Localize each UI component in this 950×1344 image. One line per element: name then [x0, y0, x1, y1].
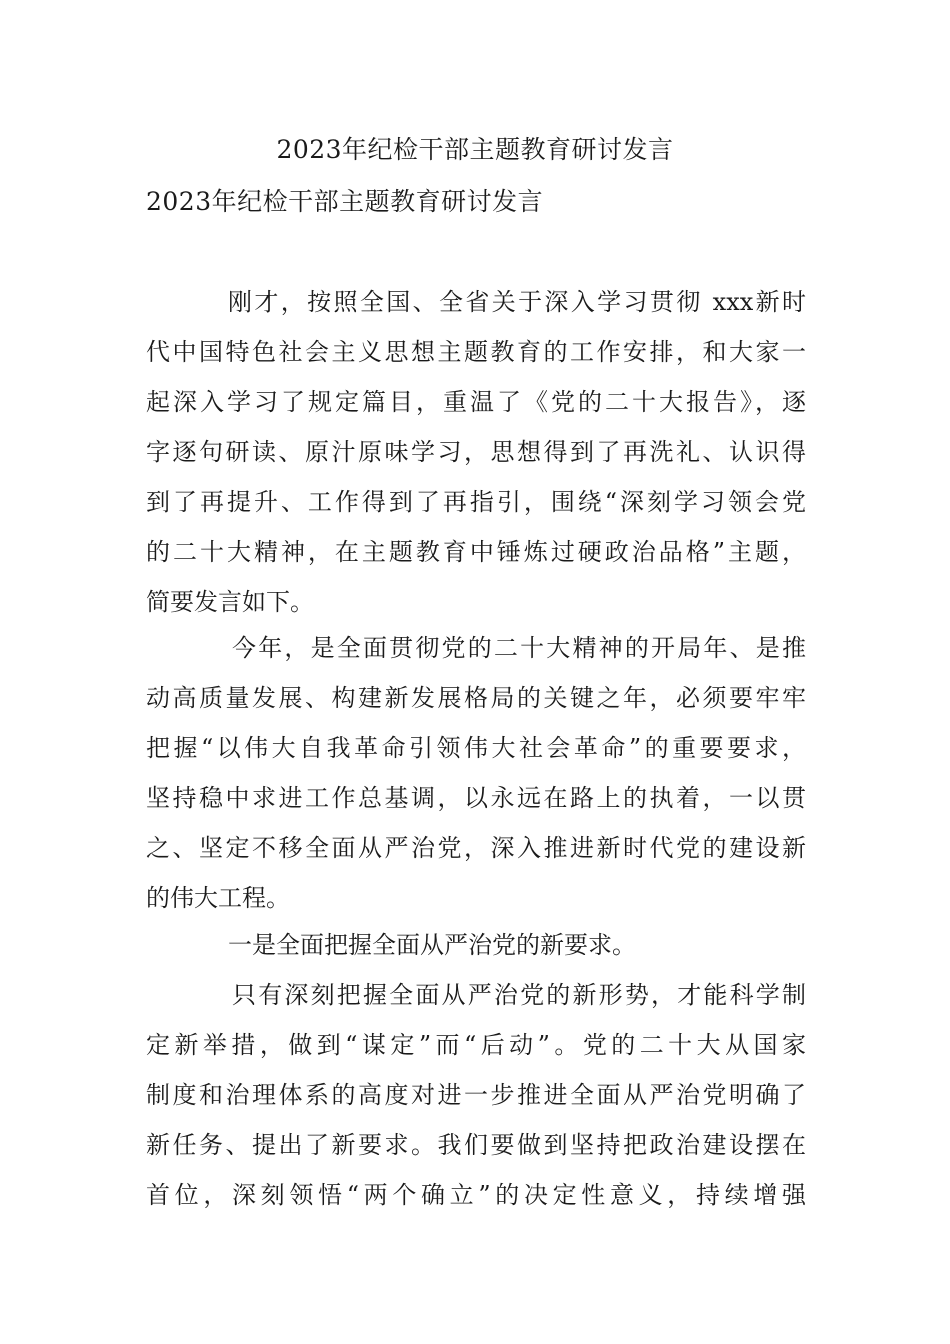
paragraph-line: 今年，是全面贯彻党的二十大精神的开局年、是推: [232, 634, 806, 662]
paragraph-line: 简要发言如下。: [146, 588, 314, 616]
section-heading: [146, 920, 806, 970]
paragraph-line: 起深入学习了规定篇目，重温了《党的二十大报告》，逐: [146, 388, 806, 416]
paragraph-line: 新任务、提出了新要求。我们要做到坚持把政治建设摆在: [146, 1131, 806, 1159]
paragraph-line: 只有深刻把握全面从严治党的新形势，才能科学制: [232, 981, 806, 1009]
paragraph-line: 的伟大工程。: [146, 884, 290, 912]
paragraph-line: 把握“以伟大自我革命引领伟大社会革命”的重要要求，: [146, 734, 806, 762]
document-title: 2023年纪检干部主题教育研讨发言: [276, 135, 674, 164]
paragraph-line: 之、坚定不移全面从严治党，深入推进新时代党的建设新: [146, 834, 806, 862]
paragraph-line: 制度和治理体系的高度对进一步推进全面从严治党明确了: [146, 1081, 806, 1109]
paragraph-line: 的二十大精神，在主题教育中锤炼过硬政治品格”主题，: [146, 538, 806, 566]
paragraph-line: 首位，深刻领悟“两个确立”的决定性意义，持续增强: [146, 1181, 806, 1209]
paragraph-line: 动高质量发展、构建新发展格局的关键之年，必须要牢牢: [146, 684, 806, 712]
paragraph-line: 定新举措，做到“谋定”而“后动”。党的二十大从国家: [146, 1031, 806, 1059]
paragraph-line: 坚持稳中求进工作总基调，以永远在路上的执着，一以贯: [146, 784, 806, 812]
document-subtitle: 2023年纪检干部主题教育研讨发言: [146, 187, 544, 216]
paragraph-line: 字逐句研读、原汁原味学习，思想得到了再洗礼、认识得: [146, 438, 806, 466]
paragraph-line: 代中国特色社会主义思想主题教育的工作安排，和大家一: [146, 338, 806, 366]
paragraph-line: 刚才，按照全国、全省关于深入学习贯彻 xxx新时: [228, 288, 806, 316]
paragraph-2: [146, 623, 806, 923]
heading-line: 一是全面把握全面从严治党的新要求。: [228, 931, 636, 959]
paragraph-4: [146, 970, 806, 1220]
paragraph-line: 到了再提升、工作得到了再指引，围绕“深刻学习领会党: [146, 488, 806, 516]
paragraph-1: [146, 277, 806, 627]
